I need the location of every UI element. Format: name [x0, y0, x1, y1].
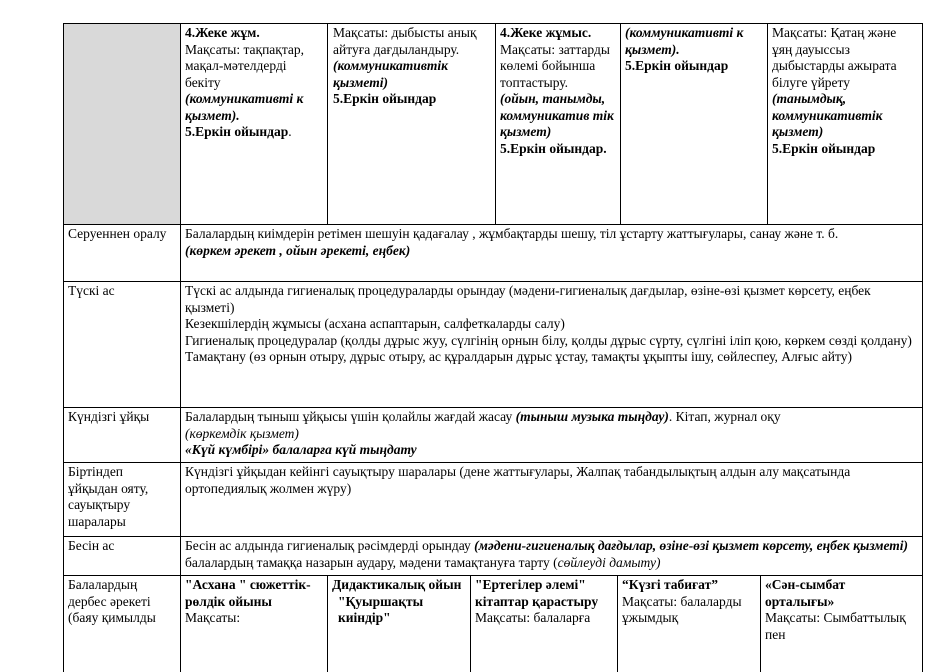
label-text: Біртіндеп ұйқыдан ояту, сауықтыру шаралары: [68, 464, 149, 529]
content-text: Күндізгі ұйқыдан кейінгі сауықтыру шаралары (дене жаттығулары, Жалпақ табандылықтың алдын алу мақсатында ортопедиялық жолмен жүру): [185, 464, 851, 496]
activity-type: (тыныш музыка тыңдау): [515, 409, 669, 424]
activity-type: сөйлеуді дамыту): [557, 554, 661, 570]
grid-line: [327, 575, 328, 672]
game-title: Дидактикалық ойын: [332, 577, 462, 592]
content-text: Балалардың киімдерін ретімен шешуін қадағалау , жұмбақтарды шешу, тіл ұстарту жаттығулары, санау және т. б.: [185, 226, 839, 241]
activity-type: (көркем әрекет , ойын әрекеті, еңбек): [185, 242, 411, 258]
top-cell-1: [180, 23, 327, 224]
grid-line: [922, 23, 923, 672]
game-title: «Сән-сымбат орталығы»: [765, 577, 846, 609]
free-cell-4: [617, 575, 760, 672]
row-label-nap: [63, 407, 180, 462]
grid-line: [180, 23, 181, 672]
row-label-free: [63, 575, 180, 672]
grid-line: [63, 575, 923, 576]
free-cell-1: [180, 575, 327, 672]
row-label-snack: [63, 536, 180, 575]
label-text: Серуеннен оралу: [68, 226, 167, 241]
free-cell-3: [470, 575, 617, 672]
row-label-wake: [63, 462, 180, 536]
goal-text: Мақсаты: тақпақтар, мақал-мәтелдерді бекіту: [185, 41, 305, 90]
row-content-walk: [180, 224, 922, 281]
content-text: Түскі ас алдында гигиеналық процедураларды орындау (мәдени-гигиеналық дағдылар, өзіне-өзі қызмет көрсету, еңбек қызметі): [185, 283, 871, 315]
free-games: 5.Еркін ойындар: [625, 58, 729, 73]
grid-line: [63, 536, 923, 537]
punctuation: .: [288, 124, 292, 139]
content-text: Тамақтану (өз орнын отыру, дұрыс отыру, ас құралдарын дұрыс ұстау, тамақты ұқыпты ішу, сөйлеспеу, Алғыс айту): [185, 349, 852, 364]
grid-line: [63, 462, 923, 463]
top-cell-3: [495, 23, 620, 224]
activity-type: (коммуникативті к қызмет).: [625, 25, 744, 57]
grid-line: [327, 23, 328, 224]
content-text: Гигиеналық процедуралар (қолды дұрыс жуу, сүлгінің орнын білу, қолды дұрыс сүрту, сүлгіні іліп қою, көркем сөзді қолдану): [185, 332, 912, 348]
free-games: 5.Еркін ойындар: [772, 140, 876, 156]
free-games: 5.Еркін ойындар.: [500, 140, 607, 156]
goal-text: Мақсаты: Сымбаттылық пен: [765, 610, 906, 642]
top-cell-5: [767, 23, 922, 224]
row-label-walk: [63, 224, 180, 281]
activity-type: (ойын, танымды, коммуникатив тік қызмет): [500, 91, 614, 139]
individual-work-title: 4.Жеке жұм.: [185, 25, 260, 40]
free-games: 5.Еркін ойындар: [185, 124, 289, 139]
music-activity: «Күй күмбірі» балаларға күй тыңдату: [185, 442, 417, 457]
grid-line: [620, 23, 621, 224]
label-text: Күндізгі ұйқы: [68, 409, 150, 424]
grid-line: [470, 575, 471, 672]
label-text: Балалардың дербес әрекеті (баяу қимылды: [68, 577, 156, 625]
row-content-snack: [180, 536, 922, 575]
activity-type: (мәдени-гигиеналық дағдылар, өзіне-өзі қызмет көрсету, еңбек қызметі): [474, 538, 909, 553]
activity-type: (коммуникативтік қызметі): [333, 58, 448, 90]
free-cell-2: [327, 575, 470, 672]
activity-type: (коммуникативті к қызмет).: [185, 91, 304, 123]
content-text: балалардың тамаққа назарын аудару, мәдени тамақтануға тарту (: [185, 554, 558, 570]
row-content-nap: [180, 407, 922, 462]
content-text: Бесін ас алдында гигиеналық рәсімдерді орындау: [185, 538, 475, 553]
label-text: Түскі ас: [68, 283, 115, 298]
row-content-wake: [180, 462, 922, 536]
grid-line: [63, 407, 923, 408]
grid-line: [63, 224, 923, 225]
goal-text: Мақсаты:: [185, 610, 241, 625]
individual-work-title: 4.Жеке жұмыс.: [500, 25, 592, 40]
activity-type: (көркемдік қызмет): [185, 425, 299, 441]
grid-line: [63, 281, 923, 282]
game-subtitle: "Қуыршақты киіндір": [338, 593, 424, 625]
game-title: "Асхана " сюжеттік-рөлдік ойыны: [185, 577, 311, 609]
label-text: Бесін ас: [68, 538, 115, 553]
game-title: "Ертегілер әлемі" кітаптар қарастыру: [475, 577, 599, 609]
activity-type: (танымдық, коммуникативтік қызмет): [772, 91, 883, 139]
top-cell-2: [328, 23, 495, 224]
row-label-lunch: [63, 281, 180, 407]
free-cell-5: [760, 575, 922, 672]
goal-text: Мақсаты: заттарды көлемі бойынша топтастыру.: [500, 41, 610, 90]
free-games: 5.Еркін ойындар: [333, 91, 437, 106]
goal-text: Мақсаты: балаларды ұжымдық: [622, 593, 742, 625]
grid-line: [760, 575, 761, 672]
grid-line: [767, 23, 768, 224]
game-title: “Күзгі табиғат”: [622, 577, 718, 592]
grid-line: [63, 23, 923, 24]
goal-text: Мақсаты: Қатаң және ұяң дауыссыз дыбыстарды ажырата білуге үйрету: [772, 25, 897, 90]
grid-line: [495, 23, 496, 224]
content-text: Кезекшілердің жұмысы (асхана аспаптарын, салфеткаларды салу): [185, 316, 565, 331]
top-cell-4: [620, 23, 767, 224]
content-text: Балалардың тыныш ұйқысы үшін қолайлы жағдай жасау: [185, 409, 516, 424]
shaded-cell-1: [63, 23, 180, 224]
content-text: . Кітап, журнал оқу: [668, 409, 781, 424]
grid-line: [617, 575, 618, 672]
grid-line: [63, 23, 64, 672]
goal-text: Мақсаты: балаларға: [475, 610, 591, 625]
goal-text: Мақсаты: дыбысты анық айтуға дағдыландыру.: [333, 25, 477, 57]
row-content-lunch: [180, 281, 922, 407]
